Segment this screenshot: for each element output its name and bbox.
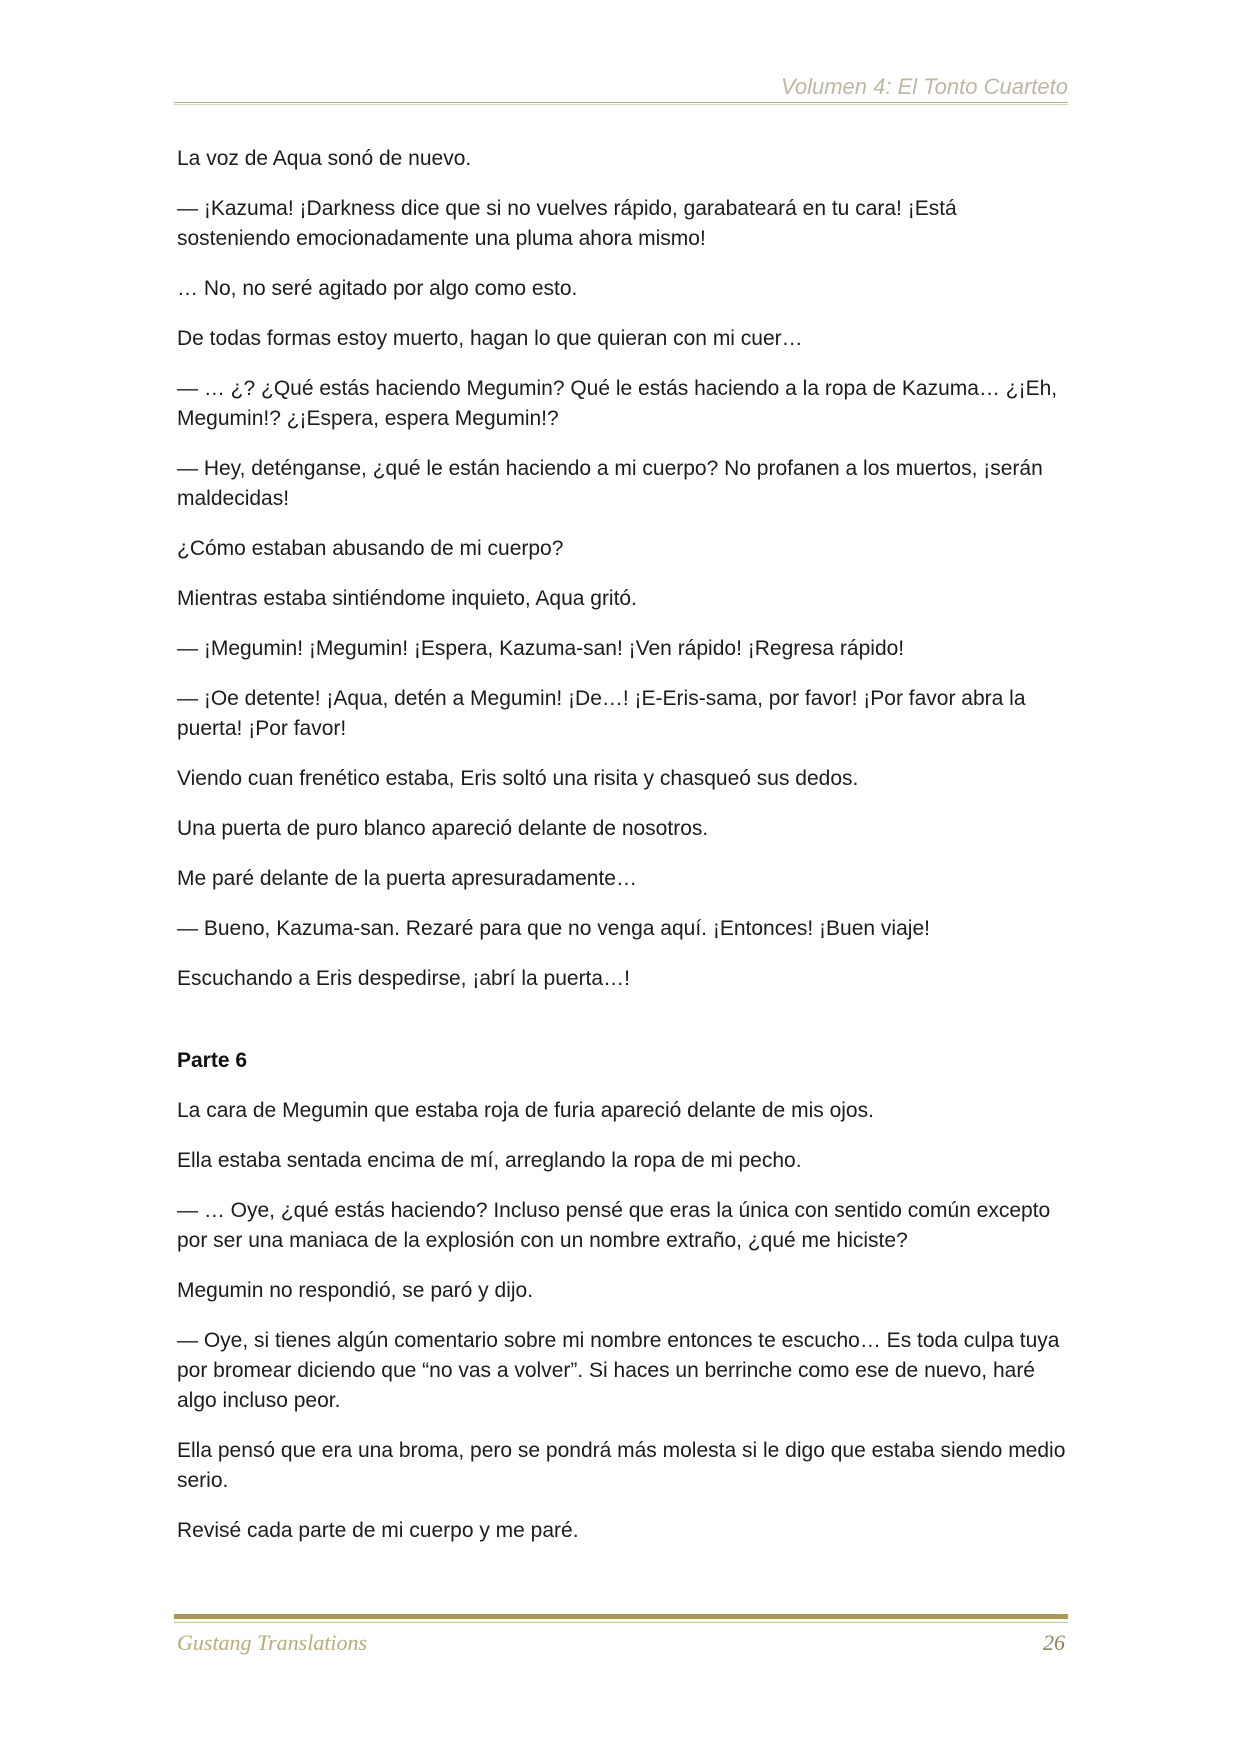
- paragraph: Escuchando a Eris despedirse, ¡abrí la puerta…!: [177, 967, 630, 990]
- paragraph: — Bueno, Kazuma-san. Rezaré para que no venga aquí. ¡Entonces! ¡Buen viaje!: [177, 917, 930, 940]
- paragraph: … No, no seré agitado por algo como esto.: [177, 277, 578, 300]
- paragraph: Viendo cuan frenético estaba, Eris soltó una risita y chasqueó sus dedos.: [177, 767, 859, 790]
- footer-credit: Gustang Translations: [177, 1630, 368, 1655]
- paragraph: Mientras estaba sintiéndome inquieto, Aqua gritó.: [177, 587, 637, 610]
- paragraph: De todas formas estoy muerto, hagan lo que quieran con mi cuer…: [177, 327, 803, 350]
- paragraph: La voz de Aqua sonó de nuevo.: [177, 147, 472, 170]
- paragraph: — ¡Oe detente! ¡Aqua, detén a Megumin! ¡De…! ¡E-Eris-sama, por favor! ¡Por favor abra la puerta! ¡Por favor!: [177, 687, 1026, 740]
- paragraph: — Oye, si tienes algún comentario sobre mi nombre entonces te escucho… Es toda culpa tuya por bromear diciendo que “no vas a volver”. Si haces un berrinche como ese de nuevo, haré algo incluso peor.: [177, 1329, 1060, 1412]
- paragraph: La cara de Megumin que estaba roja de furia apareció delante de mis ojos.: [177, 1099, 874, 1122]
- paragraph: Ella estaba sentada encima de mí, arreglando la ropa de mi pecho.: [177, 1149, 802, 1172]
- page-body: [177, 144, 1067, 1566]
- paragraph: — Hey, deténganse, ¿qué le están haciendo a mi cuerpo? No profanen a los muertos, ¡serán maldecidas!: [177, 457, 1043, 510]
- page-number: 26: [1043, 1630, 1065, 1655]
- paragraph: Me paré delante de la puerta apresuradamente…: [177, 867, 637, 890]
- paragraph: Megumin no respondió, se paró y dijo.: [177, 1279, 534, 1302]
- paragraph: — ¡Megumin! ¡Megumin! ¡Espera, Kazuma-san! ¡Ven rápido! ¡Regresa rápido!: [177, 637, 905, 660]
- paragraph: Revisé cada parte de mi cuerpo y me paré.: [177, 1519, 579, 1542]
- section-heading: Parte 6: [177, 1049, 248, 1072]
- paragraph: ¿Cómo estaban abusando de mi cuerpo?: [177, 537, 564, 560]
- paragraph: — … Oye, ¿qué estás haciendo? Incluso pensé que eras la única con sentido común excepto por ser una maniaca de la explosión con un nombre extraño, ¿qué me hiciste?: [177, 1199, 1051, 1252]
- header-rule: [174, 102, 1068, 105]
- paragraph: Una puerta de puro blanco apareció delante de nosotros.: [177, 817, 709, 840]
- running-title: Volumen 4: El Tonto Cuarteto: [781, 74, 1068, 99]
- footer-rule: [174, 1614, 1068, 1619]
- footer-rule-thin: [174, 1622, 1068, 1623]
- page-header: [174, 70, 1068, 106]
- paragraph: — … ¿? ¿Qué estás haciendo Megumin? Qué le estás haciendo a la ropa de Kazuma… ¿¡Eh, Megumin!? ¿¡Espera, espera Megumin!?: [177, 377, 1058, 430]
- page-footer: [174, 1614, 1068, 1664]
- paragraph: Ella pensó que era una broma, pero se pondrá más molesta si le digo que estaba siendo medio serio.: [177, 1439, 1066, 1492]
- paragraph: — ¡Kazuma! ¡Darkness dice que si no vuelves rápido, garabateará en tu cara! ¡Está sosteniendo emocionadamente una pluma ahora mismo!: [177, 197, 957, 250]
